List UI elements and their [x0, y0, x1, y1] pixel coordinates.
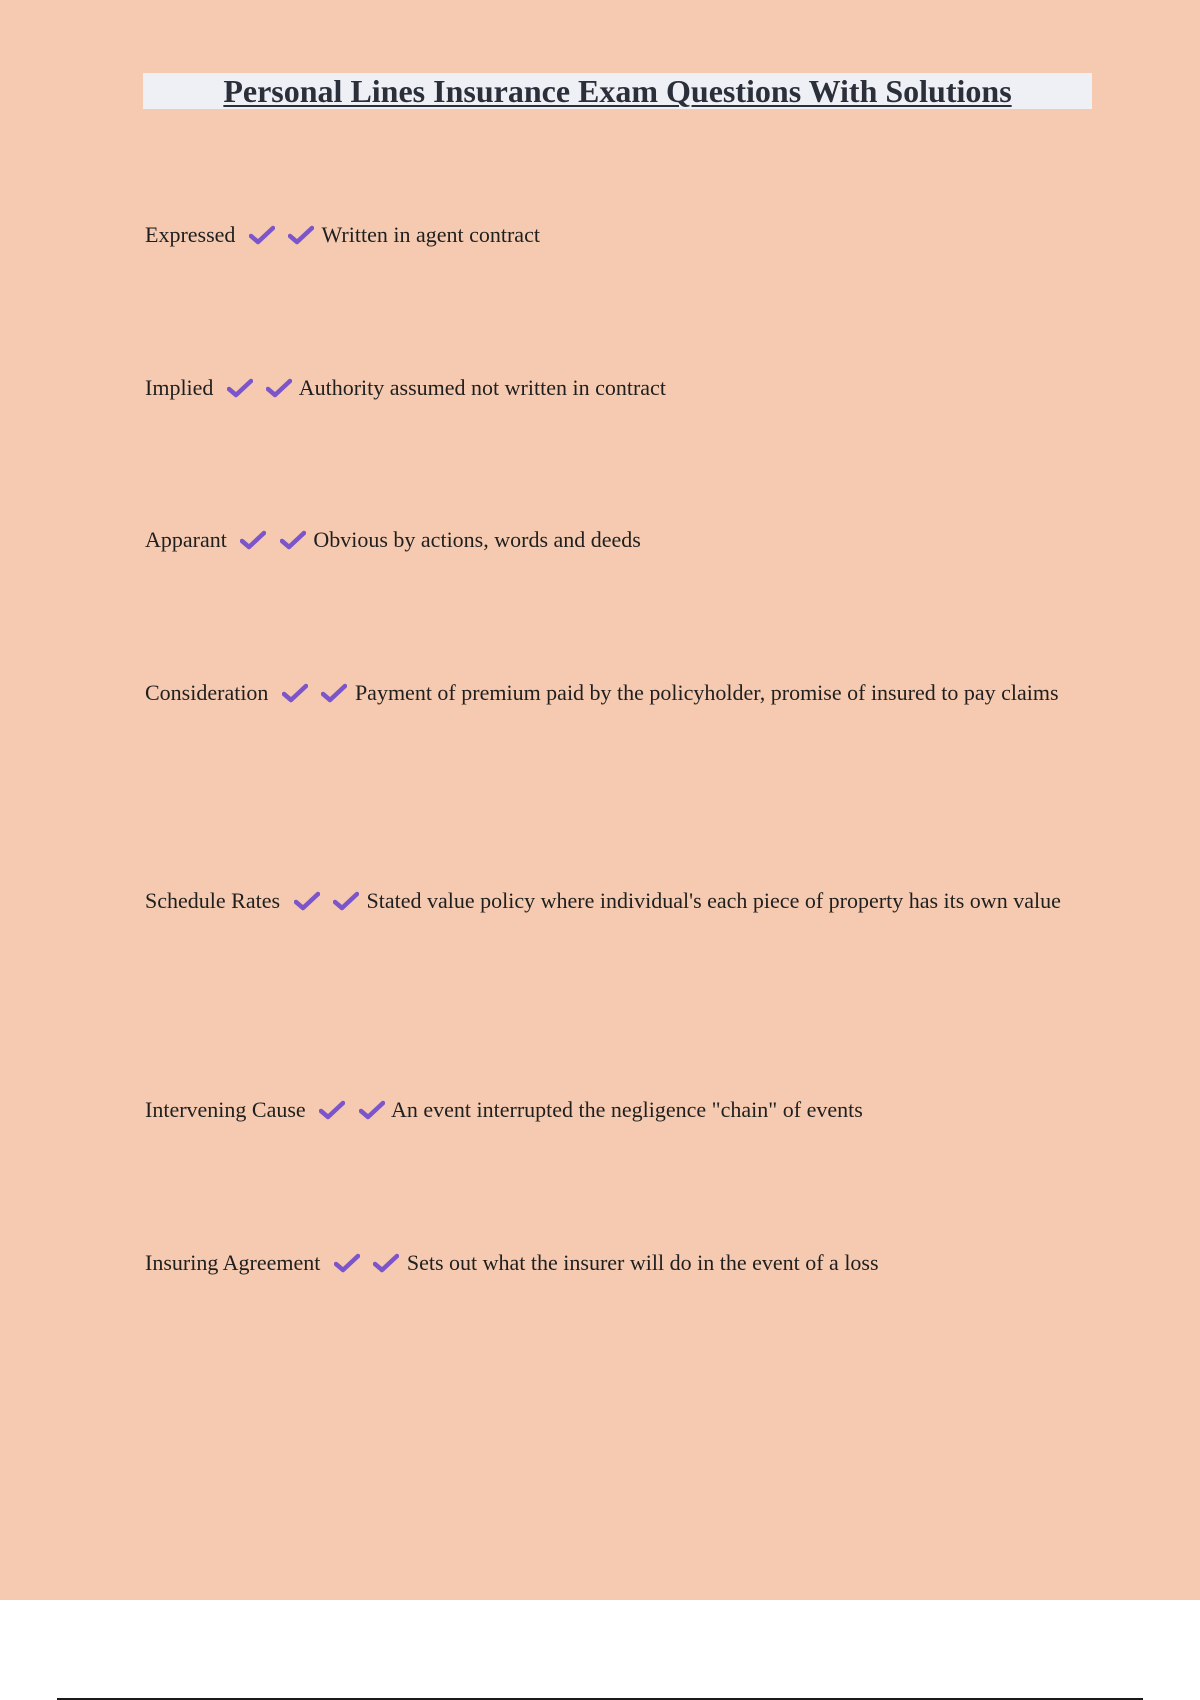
entry-definition: Written in agent contract: [321, 222, 540, 247]
qa-entry-apparant: [145, 510, 1075, 573]
entry-definition: Authority assumed not written in contract: [298, 375, 666, 400]
check-icon: [280, 530, 306, 550]
check-icon: [321, 683, 347, 703]
entry-term: Apparant: [145, 527, 227, 552]
answer-marker: [294, 874, 360, 934]
entry-definition: Obvious by actions, words and deeds: [313, 527, 641, 552]
qa-entry-schedule-rates: [145, 871, 1075, 934]
check-icon: [249, 225, 275, 245]
entry-term: Schedule Rates: [145, 888, 281, 913]
check-icon: [266, 378, 292, 398]
entry-term: Expressed: [145, 222, 236, 247]
qa-entry-implied: [145, 358, 1075, 421]
answer-marker: [282, 666, 348, 726]
check-icon: [373, 1253, 399, 1273]
check-icon: [282, 683, 308, 703]
check-icon: [227, 378, 253, 398]
check-icon: [240, 530, 266, 550]
page-title: Personal Lines Insurance Exam Questions With Solutions: [223, 73, 1012, 109]
check-icon: [294, 891, 320, 911]
entry-definition: Stated value policy where individual's each piece of property has its own value: [366, 888, 1061, 913]
check-icon: [319, 1100, 345, 1120]
qa-entry-insuring-agreement: [145, 1233, 1075, 1296]
answer-marker: [227, 361, 293, 421]
entry-term: Implied: [145, 375, 214, 400]
check-icon: [288, 225, 314, 245]
entry-definition: Payment of premium paid by the policyholder, promise of insured to pay claims: [354, 680, 1059, 705]
entry-term: Intervening Cause: [145, 1097, 306, 1122]
entry-term: Consideration: [145, 680, 269, 705]
answer-marker: [240, 513, 306, 573]
qa-entry-expressed: [145, 205, 1075, 268]
check-icon: [333, 891, 359, 911]
answer-marker: [334, 1236, 400, 1296]
qa-entry-consideration: [145, 663, 1075, 726]
entry-term: Insuring Agreement: [145, 1250, 321, 1275]
entry-definition: An event interrupted the negligence "chain" of events: [390, 1097, 863, 1122]
qa-entry-intervening-cause: [145, 1080, 1075, 1143]
answer-marker: [319, 1083, 385, 1143]
check-icon: [334, 1253, 360, 1273]
entry-definition: Sets out what the insurer will do in the event of a loss: [406, 1250, 879, 1275]
answer-marker: [249, 208, 315, 268]
check-icon: [359, 1100, 385, 1120]
